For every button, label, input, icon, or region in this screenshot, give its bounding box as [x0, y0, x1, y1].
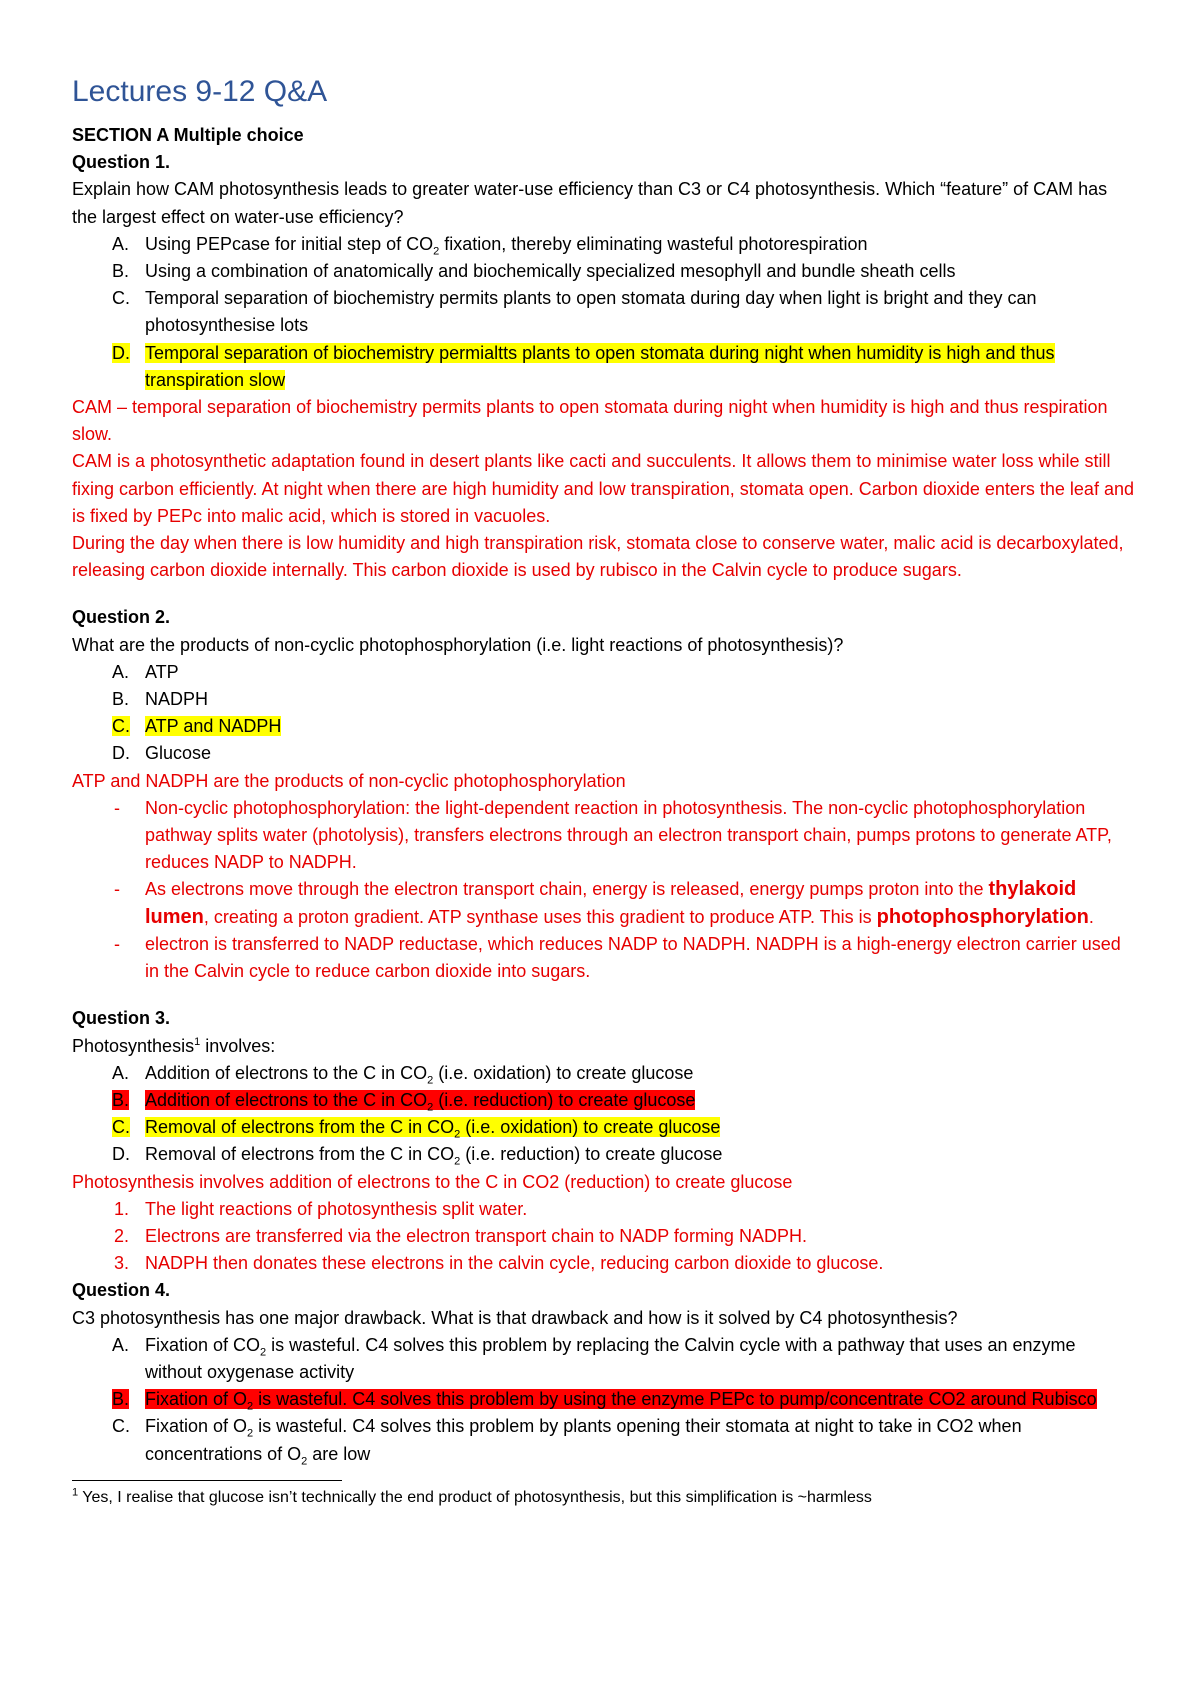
q3-option-a — [72, 1060, 1136, 1087]
bullet-text: electron is transferred to NADP reductase, which reduces NADP to NADPH. NADPH is a high-energy electron carrier used in the Calvin cycle to reduce carbon dioxide into sugars. — [145, 933, 1121, 982]
option-text-highlighted: ATP and NADPH — [145, 716, 282, 737]
option-text: are low — [307, 1443, 371, 1464]
footnote-separator — [72, 1480, 342, 1481]
subscript: 2 — [301, 1455, 308, 1468]
option-marker: D. — [112, 1144, 130, 1165]
q4-option-a — [72, 1332, 1136, 1386]
subscript: 2 — [247, 1400, 254, 1413]
option-marker: B. — [112, 261, 130, 282]
option-marker: D. — [112, 743, 130, 764]
option-text: is wasteful. C4 solves this problem by plants opening their stomata at night to take in CO2 when concentrations of O — [145, 1416, 1022, 1464]
q3-step-3 — [72, 1250, 1136, 1277]
q3-answer: Photosynthesis involves addition of electrons to the C in CO2 (reduction) to create glucose — [72, 1171, 793, 1192]
bullet-text: As electrons move through the electron transport chain, energy is released, energy pumps proton into the — [145, 879, 989, 900]
option-text: Glucose — [145, 743, 212, 764]
option-marker: C. — [112, 288, 130, 309]
q4-option-b — [72, 1386, 1136, 1413]
option-marker: D. — [112, 342, 130, 363]
question-4-stem: C3 photosynthesis has one major drawback. What is that drawback and how is it solved by C4 photosynthesis? — [72, 1307, 958, 1328]
q3-option-b — [72, 1087, 1136, 1114]
question-1-label: Question 1. — [72, 152, 171, 173]
option-marker: A. — [112, 1062, 130, 1083]
bullet-marker: - — [114, 797, 120, 818]
question-3-stem — [72, 1033, 1136, 1060]
bullet-marker: - — [114, 879, 120, 900]
footnote-text: Yes, I realise that glucose isn’t technically the end product of photosynthesis, but this simplification is ~harmless — [78, 1488, 872, 1506]
q1-answer-3: During the day when there is low humidity and high transpiration risk, stomata close to conserve water, malic acid is decarboxylated, releasing carbon dioxide internally. This carbon dioxide is used by rubisco in the Calvin cycle to produce sugars. — [72, 533, 1124, 581]
subscript: 2 — [260, 1346, 267, 1359]
option-text: is wasteful. C4 solves this problem by replacing the Calvin cycle with a pathway that uses an enzyme without oxygenase activity — [145, 1334, 1076, 1382]
q1-answer-2: CAM is a photosynthetic adaptation found in desert plants like cacti and succulents. It allows them to minimise water loss while still fixing carbon efficiently. At night when there are high humidity and low transpiration, stomata open. Carbon dioxide enters the leaf and is fixed by PEPc into malic acid, which is stored in vacuoles. — [72, 451, 1134, 526]
option-text-highlighted: Fixation of O — [145, 1389, 248, 1410]
document-page — [72, 72, 1136, 1509]
q4-option-c — [72, 1413, 1136, 1467]
bold-term: thylakoid lumen — [145, 878, 1077, 928]
option-text-highlighted: Removal of electrons from the C in — [145, 1117, 428, 1138]
q1-answer-1: CAM – temporal separation of biochemistry permits plants to open stomata during night when humidity is high and thus respiration slow. — [72, 397, 1108, 445]
section-heading: SECTION A Multiple choice — [72, 125, 304, 145]
subscript: 2 — [427, 1101, 434, 1114]
footnote — [72, 1487, 1136, 1509]
footnote-mark: 1 — [72, 1486, 79, 1499]
option-text-highlighted: Temporal separation of biochemistry permialtts plants to open stomata during night when humidity is high and thus transpiration slow — [145, 342, 1055, 390]
question-3-label: Question 3. — [72, 1008, 171, 1029]
formula: CO — [427, 1144, 455, 1165]
bullet-text: Non-cyclic photophosphorylation: the light-dependent reaction in photosynthesis. The non-cyclic photophosphorylation pathway splits water (photolysis), transfers electrons through an electron transport chain, pumps protons to generate ATP, reduces NADP to NADPH. — [145, 797, 1112, 873]
q3-step-1 — [72, 1196, 1136, 1223]
option-text: (i.e. reduction) to create glucose — [460, 1144, 723, 1165]
option-text-highlighted: Addition of electrons to the C in — [145, 1089, 401, 1110]
formula: CO — [400, 1089, 428, 1110]
subscript: 2 — [433, 245, 440, 258]
q3-option-d — [72, 1141, 1136, 1168]
option-text: NADPH — [145, 689, 209, 710]
option-text: fixation, thereby eliminating wasteful photorespiration — [439, 233, 868, 254]
option-marker: B. — [112, 1389, 130, 1410]
option-marker: A. — [112, 233, 130, 254]
q3-step-2 — [72, 1223, 1136, 1250]
bullet-marker: - — [114, 933, 120, 954]
q1-option-c — [72, 285, 1136, 339]
stem-text: Photosynthesis — [72, 1035, 195, 1056]
q2-option-c — [72, 713, 1136, 740]
q2-bullet-3 — [72, 931, 1136, 985]
subscript: 2 — [247, 1427, 254, 1440]
formula: CO — [427, 1117, 455, 1138]
q1-option-a — [72, 231, 1136, 258]
subscript: 2 — [427, 1074, 434, 1087]
option-text: (i.e. oxidation) to create glucose — [433, 1062, 694, 1083]
step-number: 1. — [114, 1198, 130, 1219]
subscript: 2 — [454, 1155, 461, 1168]
subscript: 2 — [454, 1128, 461, 1141]
step-text: NADPH then donates these electrons in the calvin cycle, reducing carbon dioxide to glucose. — [145, 1253, 884, 1274]
q2-option-d — [72, 740, 1136, 767]
step-text: Electrons are transferred via the electron transport chain to NADP forming NADPH. — [145, 1225, 807, 1246]
q2-answer: ATP and NADPH are the products of non-cyclic photophosphorylation — [72, 770, 626, 791]
bold-term: photophosphorylation — [876, 905, 1089, 928]
option-text: ATP — [145, 661, 179, 682]
option-text: Removal of electrons from the C in — [145, 1144, 428, 1165]
question-4-label: Question 4. — [72, 1280, 171, 1301]
option-text-highlighted: (i.e. reduction) to create glucose — [433, 1089, 696, 1110]
option-text: Fixation of O — [145, 1416, 248, 1437]
option-marker: A. — [112, 661, 130, 682]
option-text: Using PEPcase for initial step of CO — [145, 233, 434, 254]
option-marker: C. — [112, 1416, 130, 1437]
option-marker: C. — [112, 1117, 130, 1138]
option-text: Fixation of CO — [145, 1334, 261, 1355]
option-marker: B. — [112, 689, 130, 710]
q2-bullet-2 — [72, 876, 1136, 930]
bullet-text: . — [1088, 906, 1094, 927]
q1-option-b — [72, 258, 1136, 285]
option-text: Addition of electrons to the C in — [145, 1062, 401, 1083]
q3-option-c — [72, 1114, 1136, 1141]
step-text: The light reactions of photosynthesis split water. — [145, 1198, 528, 1219]
formula: CO — [400, 1062, 428, 1083]
q1-option-d — [72, 340, 1136, 394]
option-text: Using a combination of anatomically and biochemically specialized mesophyll and bundle sheath cells — [145, 261, 956, 282]
question-2-stem: What are the products of non-cyclic photophosphorylation (i.e. light reactions of photosynthesis)? — [72, 634, 844, 655]
option-marker: C. — [112, 716, 130, 737]
page-title: Lectures 9-12 Q&A — [72, 75, 328, 108]
q2-bullet-1 — [72, 795, 1136, 877]
step-number: 3. — [114, 1253, 130, 1274]
question-2-label: Question 2. — [72, 607, 171, 628]
question-1-stem: Explain how CAM photosynthesis leads to greater water-use efficiency than C3 or C4 photosynthesis. Which “feature” of CAM has the largest effect on water-use efficiency? — [72, 179, 1108, 227]
q2-option-b — [72, 686, 1136, 713]
q2-option-a — [72, 659, 1136, 686]
footnote-ref: 1 — [194, 1035, 201, 1048]
option-marker: B. — [112, 1089, 130, 1110]
bullet-text: , creating a proton gradient. ATP synthase uses this gradient to produce ATP. This is — [203, 906, 877, 927]
option-marker: A. — [112, 1334, 130, 1355]
option-text-highlighted: is wasteful. C4 solves this problem by using the enzyme PEPc to pump/concentrate CO2 around Rubisco — [253, 1389, 1097, 1410]
stem-text: involves: — [200, 1035, 276, 1056]
option-text: Temporal separation of biochemistry permits plants to open stomata during day when light is bright and they can photosynthesise lots — [145, 288, 1037, 336]
option-text-highlighted: (i.e. oxidation) to create glucose — [460, 1117, 721, 1138]
step-number: 2. — [114, 1225, 130, 1246]
